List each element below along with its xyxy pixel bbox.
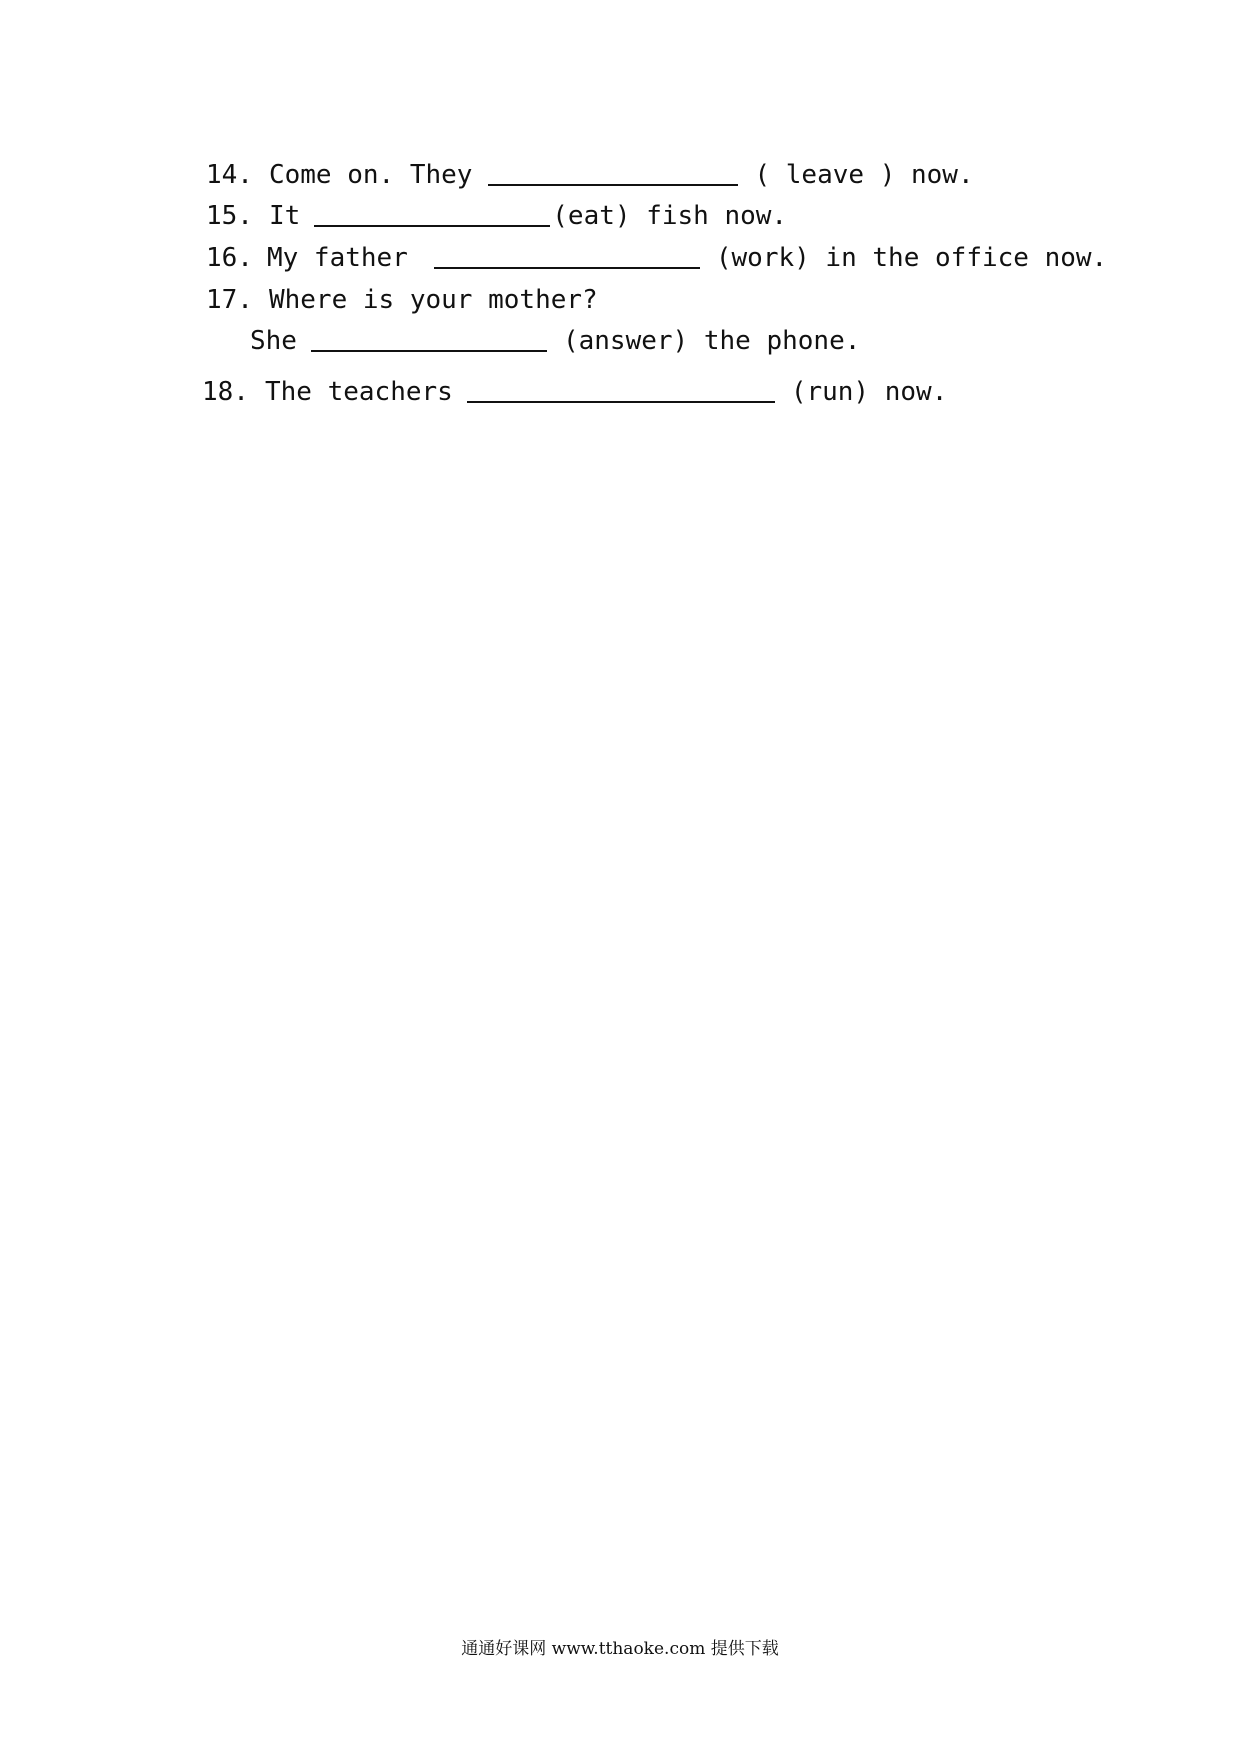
question-15 [206,199,787,233]
question-text: My father [266,243,408,273]
question-16 [206,241,1107,275]
question-number: 14. [206,160,253,190]
footer-source-note: 通通好课网 www.tthaoke.com 提供下载 [461,1639,779,1659]
question-hint: (eat) fish now. [552,201,788,231]
question-number: 17. [206,285,253,315]
question-hint: (answer) the phone. [562,326,861,356]
question-text: It [268,201,301,231]
answer-blank[interactable] [314,203,550,227]
answer-blank[interactable] [434,245,700,269]
question-text: The teachers [264,377,453,407]
question-number: 15. [206,201,253,231]
question-number: 18. [202,377,249,407]
question-17-answer-line [250,324,860,358]
question-hint: (work) in the office now. [715,243,1108,273]
answer-blank[interactable] [488,162,738,186]
question-hint: (run) now. [790,377,948,407]
question-hint: ( leave ) now. [754,160,974,190]
question-text: Where is your mother? [268,285,598,315]
question-17 [206,283,598,317]
question-number: 16. [206,243,253,273]
answer-blank[interactable] [467,379,775,403]
question-text: Come on. They [268,160,473,190]
question-text: She [250,326,297,356]
answer-blank[interactable] [311,328,547,352]
question-18 [202,375,947,409]
question-14 [206,158,974,192]
